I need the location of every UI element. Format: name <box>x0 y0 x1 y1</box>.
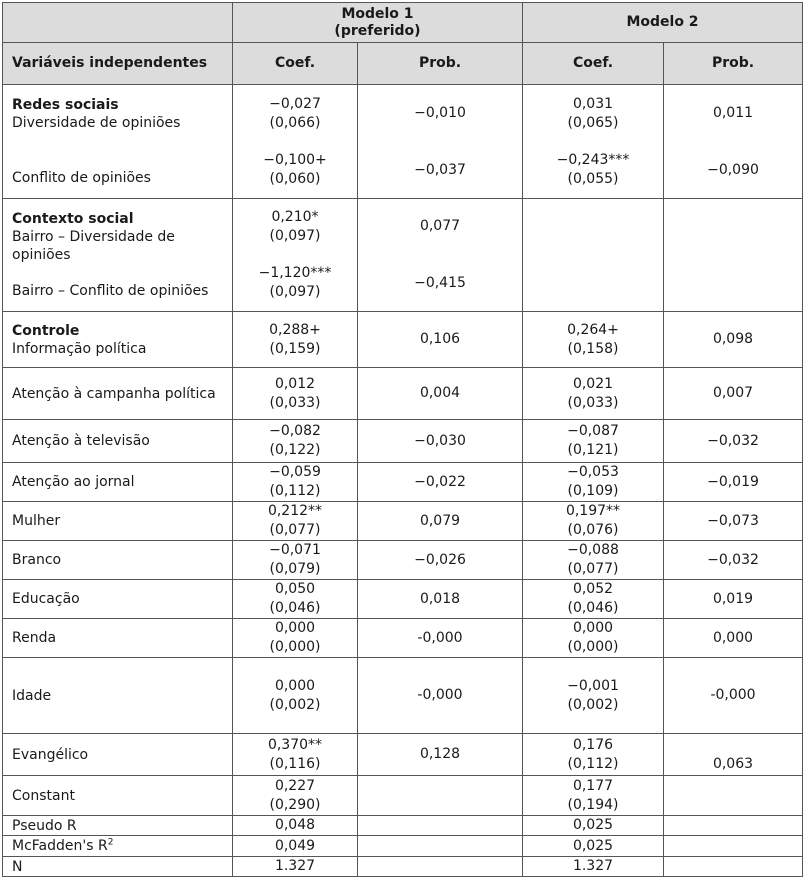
m1-prob-cell: 0,106 <box>358 312 523 368</box>
se-value: (0,194) <box>567 796 619 813</box>
m1-prob-cell <box>358 816 523 836</box>
se-value: (0,112) <box>269 483 321 499</box>
coef-value: −0,053 <box>567 464 619 480</box>
model1-title: Modelo 1 <box>341 5 414 22</box>
m1-coef-cell <box>233 420 358 463</box>
stat-label: N <box>3 857 233 877</box>
coef-value: 0,210* <box>271 209 319 225</box>
superscript: 2 <box>107 837 114 848</box>
row-label: Atenção ao jornal <box>3 463 233 502</box>
prob-value: −0,415 <box>414 275 466 291</box>
m1-prob-cell: −0,022 <box>358 463 523 502</box>
row-label: Educação <box>3 580 233 619</box>
m2-prob-cell: −0,032 <box>664 420 803 463</box>
coef-value: 0,000 <box>572 620 614 636</box>
m2-coef-cell <box>523 502 664 541</box>
row-label: Constant <box>3 776 233 816</box>
row-label: Renda <box>3 619 233 658</box>
m1-coef-cell <box>233 541 358 580</box>
table-row <box>3 420 803 463</box>
m2-prob-cell: 0,007 <box>664 368 803 420</box>
coef-value: −0,087 <box>567 423 619 439</box>
m1-stat-cell: 0,048 <box>233 816 358 836</box>
m1-coef-header: Coef. <box>233 43 358 85</box>
m1-coef-cell <box>233 199 358 312</box>
m1-prob-cell <box>358 85 523 199</box>
coef-value: 0,264+ <box>567 321 619 338</box>
se-value: (0,097) <box>269 284 321 300</box>
coef-value: 0,000 <box>274 620 316 636</box>
header-empty-cell <box>3 3 233 43</box>
se-value: (0,000) <box>567 639 619 655</box>
row-label <box>3 312 233 368</box>
table-row <box>3 734 803 776</box>
coef-value: 0,031 <box>572 95 614 112</box>
m1-coef-cell <box>233 502 358 541</box>
se-value: (0,066) <box>269 114 321 131</box>
table-row <box>3 580 803 619</box>
m2-prob-cell: 0,063 <box>664 734 803 776</box>
coef-value: 0,177 <box>572 777 614 794</box>
m2-coef-cell <box>523 541 664 580</box>
se-value: (0,112) <box>567 755 619 772</box>
se-value: (0,002) <box>269 696 321 713</box>
row-label: Evangélico <box>3 734 233 776</box>
stat-row <box>3 836 803 857</box>
section-title: Controle <box>12 322 80 339</box>
m1-coef-cell <box>233 658 358 734</box>
m1-stat-cell: 0,049 <box>233 836 358 857</box>
table-row <box>3 658 803 734</box>
m1-coef-cell <box>233 463 358 502</box>
m2-coef-cell <box>523 776 664 816</box>
row-label <box>3 199 233 312</box>
m1-prob-cell: −0,026 <box>358 541 523 580</box>
se-value: (0,121) <box>567 442 619 458</box>
m2-coef-cell <box>523 312 664 368</box>
regression-table <box>2 2 803 877</box>
m1-prob-cell <box>358 776 523 816</box>
m2-coef-header: Coef. <box>523 43 664 85</box>
stat-row <box>3 857 803 877</box>
se-value: (0,122) <box>269 442 321 458</box>
table-row <box>3 312 803 368</box>
m2-coef-cell <box>523 619 664 658</box>
row-label: Atenção à televisão <box>3 420 233 463</box>
m2-coef-cell <box>523 199 664 312</box>
m2-coef-cell <box>523 85 664 199</box>
m1-prob-cell: 0,128 <box>358 734 523 776</box>
coef-value: −0,059 <box>269 464 321 480</box>
coef-value: −0,100+ <box>263 151 327 168</box>
prob-value: 0,011 <box>712 104 754 121</box>
m1-coef-cell <box>233 734 358 776</box>
se-value: (0,158) <box>567 340 619 357</box>
coef-value: 0,012 <box>274 375 316 392</box>
se-value: (0,046) <box>567 600 619 616</box>
m2-coef-cell <box>523 658 664 734</box>
row-label-text: Informação política <box>12 340 147 357</box>
m2-prob-cell <box>664 199 803 312</box>
table-row <box>3 199 803 312</box>
m2-coef-cell <box>523 463 664 502</box>
table-row <box>3 502 803 541</box>
coef-value: −1,120*** <box>258 265 332 281</box>
row-label: Branco <box>3 541 233 580</box>
model1-subtitle: (preferido) <box>334 22 421 39</box>
coef-value: −0,088 <box>567 542 619 558</box>
coef-value: −0,243*** <box>556 151 630 168</box>
m2-prob-cell: -0,000 <box>664 658 803 734</box>
coef-value: 0,050 <box>274 581 316 597</box>
m1-coef-cell <box>233 312 358 368</box>
table-row <box>3 85 803 199</box>
se-value: (0,046) <box>269 600 321 616</box>
m2-prob-header: Prob. <box>664 43 803 85</box>
se-value: (0,060) <box>269 170 321 187</box>
se-value: (0,109) <box>567 483 619 499</box>
prob-value: −0,090 <box>707 161 759 178</box>
stat-label: Pseudo R <box>3 816 233 836</box>
m1-coef-cell <box>233 580 358 619</box>
row-label: Mulher <box>3 502 233 541</box>
m1-prob-header: Prob. <box>358 43 523 85</box>
prob-value: −0,010 <box>414 104 466 121</box>
m2-prob-cell <box>664 857 803 877</box>
se-value: (0,159) <box>269 340 321 357</box>
m1-coef-cell <box>233 85 358 199</box>
m2-prob-cell <box>664 816 803 836</box>
coef-value: 0,227 <box>274 777 316 794</box>
m1-prob-cell: 0,079 <box>358 502 523 541</box>
m2-coef-cell <box>523 580 664 619</box>
m1-prob-cell <box>358 199 523 312</box>
m1-prob-cell <box>358 836 523 857</box>
se-value: (0,033) <box>567 394 619 411</box>
row-label-text: Bairro – Conflito de opiniões <box>12 283 209 299</box>
row-label: Idade <box>3 658 233 734</box>
stat-label <box>3 836 233 857</box>
m2-prob-cell: 0,019 <box>664 580 803 619</box>
coef-value: −0,082 <box>269 423 321 439</box>
prob-value: −0,037 <box>414 161 466 178</box>
section-title: Contexto social <box>12 211 134 227</box>
row-label <box>3 85 233 199</box>
m2-prob-cell: −0,032 <box>664 541 803 580</box>
stat-row <box>3 816 803 836</box>
m2-prob-cell: −0,019 <box>664 463 803 502</box>
header-row-columns <box>3 43 803 85</box>
m1-coef-cell <box>233 619 358 658</box>
se-value: (0,076) <box>567 522 619 538</box>
coef-value: 0,370** <box>267 736 323 753</box>
coef-value: 0,021 <box>572 375 614 392</box>
table-row <box>3 541 803 580</box>
m2-prob-cell: 0,000 <box>664 619 803 658</box>
stat-label-text: McFadden's R <box>12 838 108 854</box>
m2-prob-cell: 0,098 <box>664 312 803 368</box>
prob-value: 0,077 <box>419 218 461 234</box>
coef-value: −0,071 <box>269 542 321 558</box>
header-row-models <box>3 3 803 43</box>
m1-prob-cell: 0,004 <box>358 368 523 420</box>
coef-value: 0,288+ <box>269 321 321 338</box>
coef-value: 0,176 <box>572 736 614 753</box>
model2-header: Modelo 2 <box>523 3 803 43</box>
m1-prob-cell: −0,030 <box>358 420 523 463</box>
se-value: (0,079) <box>269 561 321 577</box>
m2-coef-cell <box>523 420 664 463</box>
coef-value: −0,027 <box>269 95 321 112</box>
se-value: (0,055) <box>567 170 619 187</box>
table-row <box>3 463 803 502</box>
m2-stat-cell: 0,025 <box>523 816 664 836</box>
se-value: (0,065) <box>567 114 619 131</box>
se-value: (0,002) <box>567 696 619 713</box>
se-value: (0,000) <box>269 639 321 655</box>
m2-prob-cell: −0,073 <box>664 502 803 541</box>
m1-prob-cell: -0,000 <box>358 619 523 658</box>
se-value: (0,290) <box>269 796 321 813</box>
m2-prob-cell <box>664 776 803 816</box>
var-column-header: Variáveis independentes <box>3 43 233 85</box>
coef-value: −0,001 <box>567 677 619 694</box>
m1-prob-cell <box>358 857 523 877</box>
se-value: (0,033) <box>269 394 321 411</box>
row-label: Atenção à campanha política <box>3 368 233 420</box>
m2-coef-cell <box>523 368 664 420</box>
coef-value: 0,000 <box>274 677 316 694</box>
table-row <box>3 776 803 816</box>
coef-value: 0,197** <box>565 503 621 519</box>
m1-coef-cell <box>233 368 358 420</box>
se-value: (0,077) <box>269 522 321 538</box>
section-title: Redes sociais <box>12 97 119 113</box>
m1-prob-cell: 0,018 <box>358 580 523 619</box>
m2-stat-cell: 0,025 <box>523 836 664 857</box>
row-label-text: Conflito de opiniões <box>12 170 151 186</box>
row-label-text: Bairro – Diversidade de opiniões <box>12 229 175 263</box>
m2-prob-cell <box>664 836 803 857</box>
se-value: (0,097) <box>269 228 321 244</box>
model1-header <box>233 3 523 43</box>
m2-stat-cell: 1.327 <box>523 857 664 877</box>
m2-coef-cell <box>523 734 664 776</box>
row-label-text: Diversidade de opiniões <box>12 115 181 131</box>
table-row <box>3 368 803 420</box>
table-row <box>3 619 803 658</box>
m2-prob-cell <box>664 85 803 199</box>
m1-prob-cell: -0,000 <box>358 658 523 734</box>
m1-coef-cell <box>233 776 358 816</box>
m1-stat-cell: 1.327 <box>233 857 358 877</box>
se-value: (0,077) <box>567 561 619 577</box>
coef-value: 0,212** <box>267 503 323 519</box>
se-value: (0,116) <box>269 755 321 772</box>
coef-value: 0,052 <box>572 581 614 597</box>
